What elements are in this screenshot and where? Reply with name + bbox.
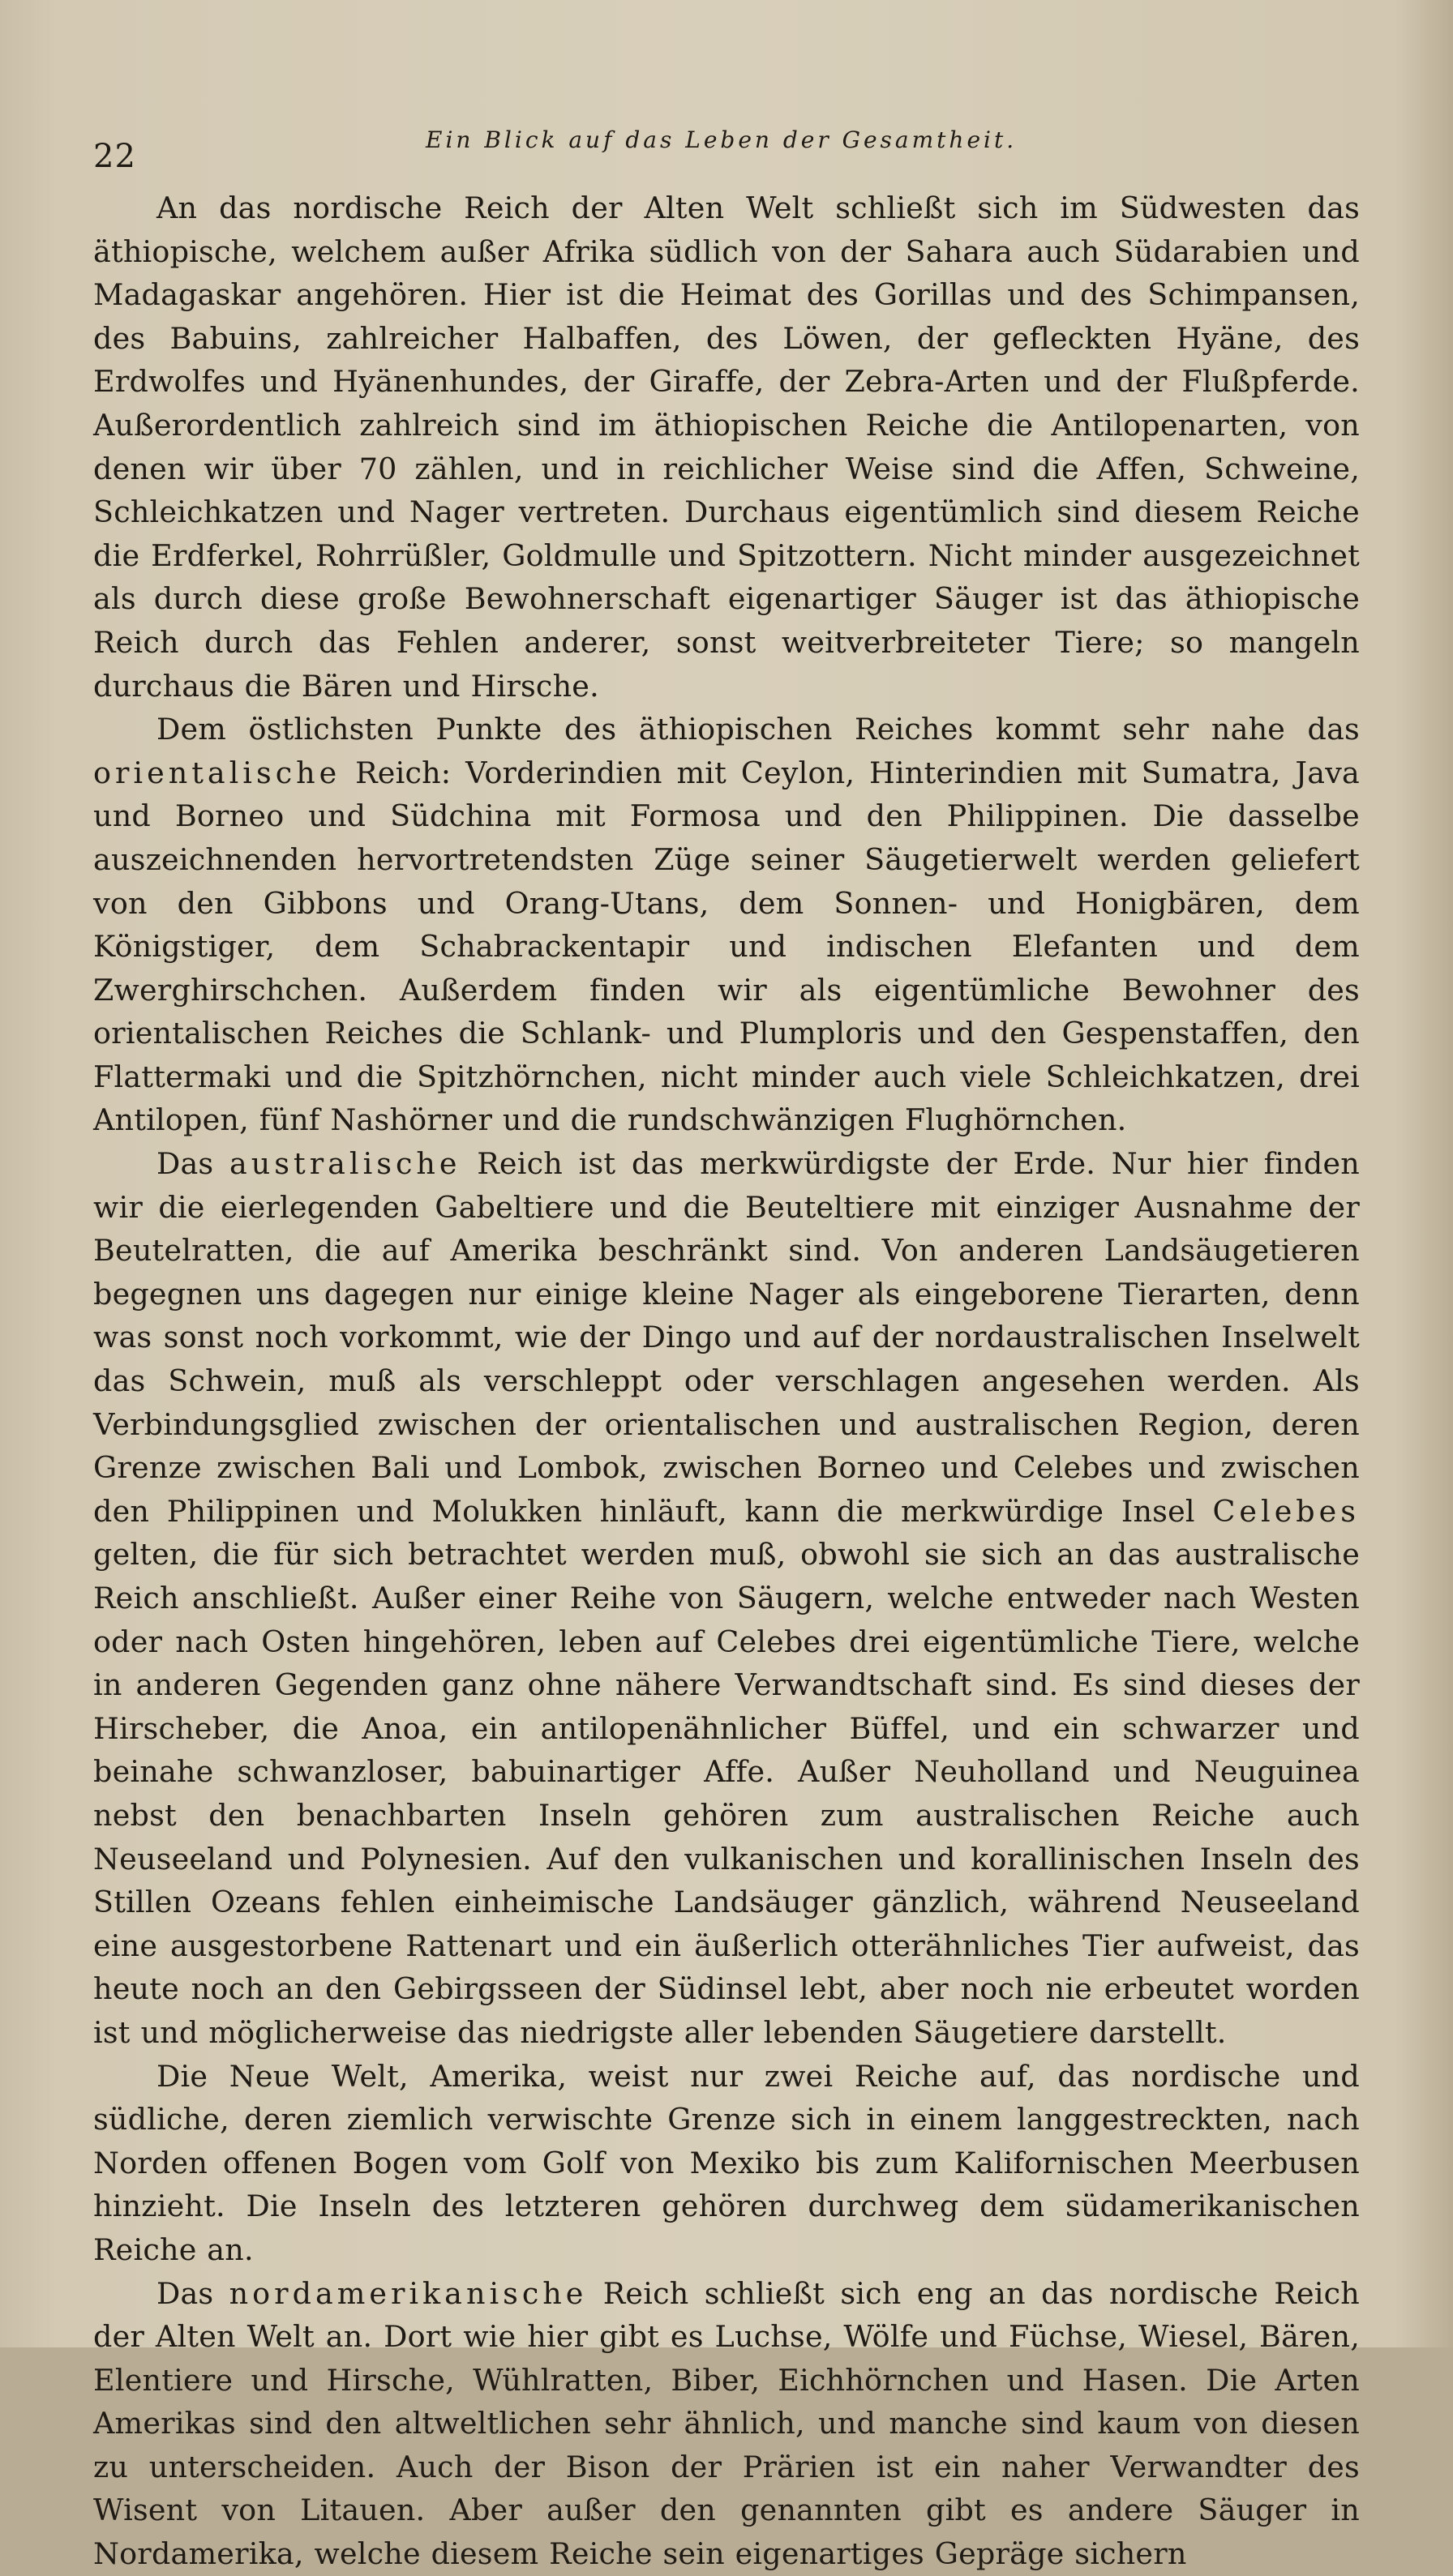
paragraph-text: Reich ist das merkwürdigste der Erde. Nur hier finden wir die eierlegenden Gabeltiere und die Beuteltiere mit einziger Ausnahme der Beutelratten, die auf Amerika beschränkt sind. Von anderen Landsäugetieren begegnen uns dagegen nur einige kleine Nager als eingeborene Tierarten, denn was sonst noch vorkommt, wie der Dingo und auf der nordaustralischen Inselwelt das Schwein, muß als verschleppt oder verschlagen angesehen werden. Als Verbindungsglied zwischen der orientalischen und australischen Region, deren Grenze zwischen Bali und Lombok, zwischen Borneo und Celebes und zwischen den Philippinen und Molukken hinläuft, kann die merkwürdige Insel bbox=[93, 1146, 1360, 1529]
paragraph-ethiopian-realm bbox=[93, 186, 1360, 708]
paragraph-new-world bbox=[93, 2055, 1360, 2272]
page-header bbox=[93, 122, 1360, 186]
paragraph-text: Die Neue Welt, Amerika, weist nur zwei Reiche auf, das nordische und südliche, deren ziemlich verwischte Grenze sich in einem langgestreckten, nach Norden offenen Bogen vom Golf von Mexiko bis zum Kalifornischen Meerbusen hinzieht. Die Inseln des letzteren gehören durchweg dem südamerikanischen Reiche an. bbox=[93, 2058, 1360, 2267]
paragraph-text: Reich schließt sich eng an das nordische Reich der Alten Welt an. Dort wie hier gibt es Luchse, Wölfe und Füchse, Wiesel, Bären, Elentiere und Hirsche, Wühlratten, Biber, Eichhörnchen und Hasen. Die Arten Amerikas sind den altweltlichen sehr ähnlich, und manche sind kaum von diesen zu unterscheiden. Auch der Bison der Prärien ist ein naher Verwandter des Wisent von Litauen. Aber außer den genannten gibt es andere Säuger in Nordamerika, welche diesem Reiche sein eigenartiges Gepräge sichern bbox=[93, 2275, 1360, 2572]
paragraph-text: Reich: Vorderindien mit Ceylon, Hinterindien mit Sumatra, Java und Borneo und Südchina mit Formosa und den Philippinen. Die dasselbe auszeichnenden hervortretendsten Züge seiner Säugetierwelt werden geliefert von den Gibbons und Orang-Utans, dem Sonnen- und Honigbären, dem Königstiger, dem Schabrackentapir und indischen Elefanten und dem Zwerghirschchen. Außerdem finden wir als eigentümliche Bewohner des orientalischen Reiches die Schlank- und Plumploris und den Gespenstaffen, den Flattermaki und die Spitzhörnchen, nicht minder auch viele Schleichkatzen, drei Antilopen, fünf Nashörner und die rundschwänzigen Flughörnchen. bbox=[93, 755, 1360, 1138]
paragraph-text: Das bbox=[156, 1146, 230, 1182]
paragraph-text: An das nordische Reich der Alten Welt schließt sich im Südwesten das äthiopische, welchem außer Afrika südlich von der Sahara auch Südarabien und Madagaskar angehören. Hier ist die Heimat des Gorillas und des Schimpansen, des Babuins, zahlreicher Halbaffen, des Löwen, der gefleckten Hyäne, des Erdwolfes und Hyänenhundes, der Giraffe, der Zebra-Arten und der Flußpferde. Außerordentlich zahlreich sind im äthiopischen Reiche die Antilopenarten, von denen wir über 70 zählen, und in reichlicher Weise sind die Affen, Schweine, Schleichkatzen und Nager vertreten. Durchaus eigentümlich sind diesem Reiche die Erdferkel, Rohrrüßler, Goldmulle und Spitzottern. Nicht minder ausgezeichnet als durch diese große Bewohnerschaft eigenartiger Säuger ist das äthiopische Reich durch das Fehlen anderer, sonst weitverbreiteter Tiere; so mangeln durchaus die Bären und Hirsche. bbox=[93, 190, 1360, 704]
paragraph-australian-realm bbox=[93, 1142, 1360, 2054]
emphasized-term: nordamerikanische bbox=[229, 2275, 588, 2311]
paragraph-north-american-realm bbox=[93, 2272, 1360, 2576]
running-title: Ein Blick auf das Leben der Gesamtheit. bbox=[426, 126, 1018, 153]
paragraph-oriental-realm bbox=[93, 708, 1360, 1142]
emphasized-term: Celebes bbox=[1212, 1493, 1360, 1529]
emphasized-term: australische bbox=[229, 1146, 461, 1182]
paragraph-text: Das bbox=[156, 2275, 229, 2311]
paragraph-text: Dem östlichsten Punkte des äthiopischen Reiches kommt sehr nahe das bbox=[156, 712, 1360, 747]
page-number: 22 bbox=[93, 138, 136, 175]
emphasized-term: orientalische bbox=[93, 755, 341, 790]
page-body bbox=[93, 186, 1360, 2576]
paragraph-text: gelten, die für sich betrachtet werden muß, obwohl sie sich an das australische Reich anschließt. Außer einer Reihe von Säugern, welche entweder nach Westen oder nach Osten hingehören, leben auf Celebes drei eigentümliche Tiere, welche in anderen Gegenden ganz ohne nähere Verwandtschaft sind. Es sind dieses der Hirscheber, die Anoa, ein antilopenähnlicher Büffel, und ein schwarzer und beinahe schwanzloser, babuinartiger Affe. Außer Neuholland und Neuguinea nebst den benachbarten Inseln gehören zum australischen Reiche auch Neuseeland und Polynesien. Auf den vulkanischen und korallinischen Inseln des Stillen Ozeans fehlen einheimische Landsäuger gänzlich, während Neuseeland eine ausgestorbene Rattenart und ein äußerlich otterähnliches Tier aufweist, das heute noch an den Gebirgsseen der Südinsel lebt, aber noch nie erbeutet worden ist und möglicherweise das niedrigste aller lebenden Säugetiere darstellt. bbox=[93, 1537, 1360, 2050]
